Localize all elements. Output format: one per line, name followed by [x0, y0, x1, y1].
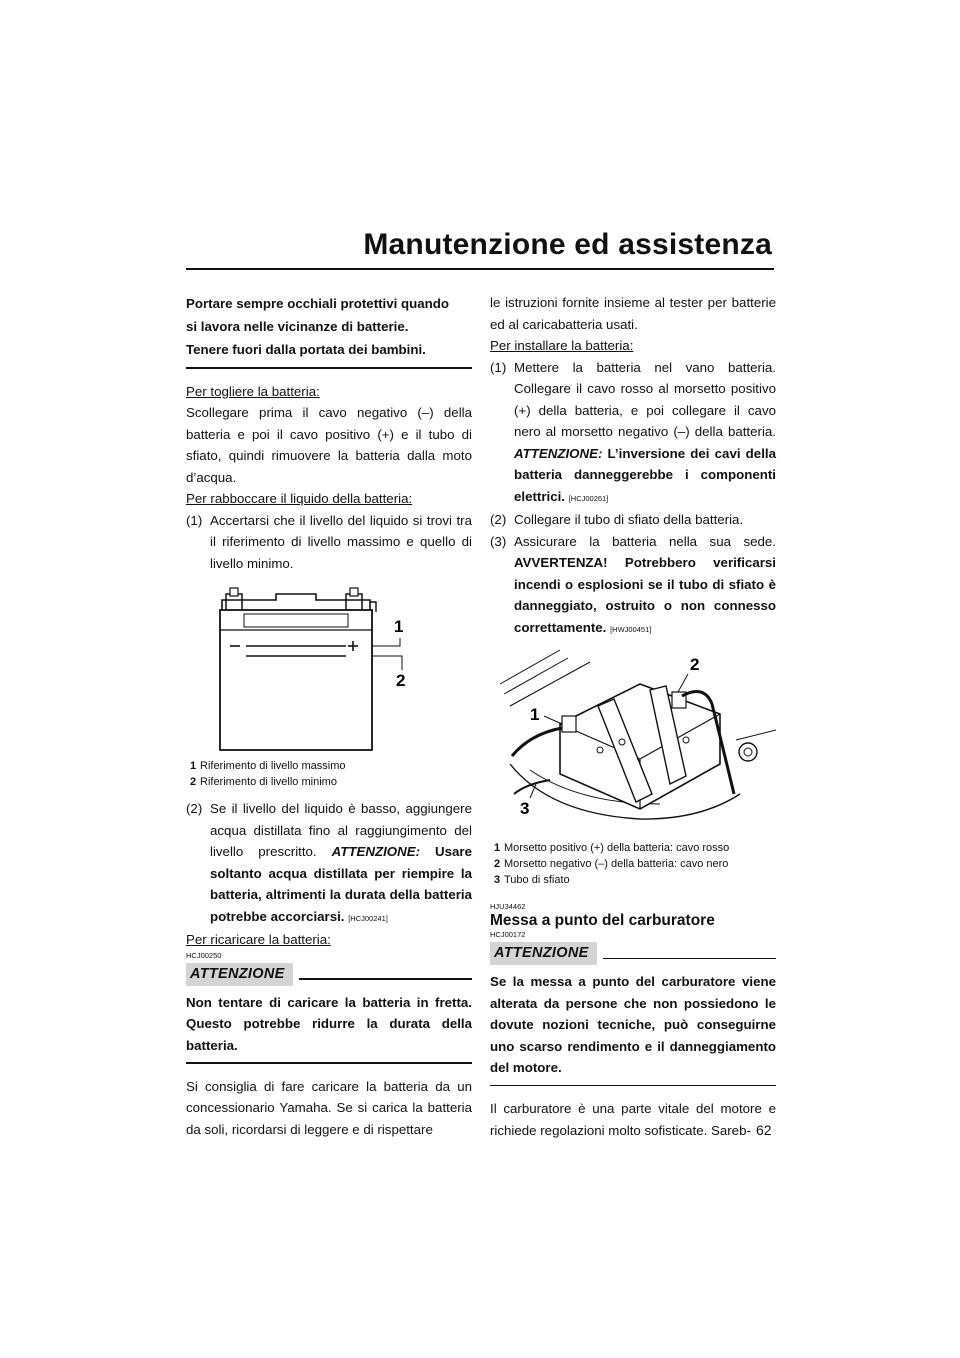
caution-end-rule [186, 1062, 472, 1064]
battery-compartment-illustration [490, 644, 776, 840]
warning-rule [186, 367, 472, 369]
page-header-title: Manutenzione ed assistenza [363, 228, 772, 261]
step-text: Assicurare la batteria nella sua sede. AVVERTENZA! Potrebbero verificarsi incendi o esplosioni se il tubo di sfiato è danneggiato, ostruito o non connesso correttamente. [HWJ00451] [514, 533, 776, 635]
refill-step-2 [186, 798, 472, 929]
step-text: Accertarsi che il livello del liquido si trovi tra il riferimento di livello massimo e quello di livello minimo. [210, 512, 472, 571]
legend-item: 2 Riferimento di livello minimo [190, 776, 337, 788]
step-text: Mettere la batteria nel vano batteria. Collegare il cavo rosso al morsetto positivo (+) della batteria, e poi collegare il cavo nero al morsetto negativo (–) della batteria. ATTENZIONE: L’inversione dei cavi della batteria danneggerebbe i componenti elettrici. [HCJ00261] [514, 359, 776, 504]
step-number: (1) [490, 359, 507, 375]
install-step-2 [490, 509, 776, 531]
refill-heading: Per rabboccare il liquido della batteria: [186, 491, 413, 506]
page-number: 62 [756, 1122, 772, 1138]
ref-code: [HWJ00451] [610, 624, 652, 634]
caution-code: HCJ00172 [490, 930, 526, 939]
section-code: HJU34462 [490, 902, 526, 911]
warning-text: AVVERTENZA! Potrebbero verificarsi incendi o esplosioni se il tubo di sfiato è danneggiato, ostruito o non connesso correttamente. [514, 555, 776, 635]
warning-line-3: Tenere fuori dalla portata dei bambini. [186, 342, 426, 357]
install-heading: Per installare la batteria: [490, 338, 634, 353]
header-rule [186, 268, 774, 270]
recharge-text: Si consiglia di fare caricare la batteria da un concessionario Yamaha. Se si carica la batteria da soli, ricordarsi di leggere e di rispettare [186, 1078, 472, 1137]
remove-text: Scollegare prima il cavo negativo (–) della batteria e poi il cavo positivo (+) e il tubo di sfiato, quindi rimuovere la batteria dalla moto d’acqua. [186, 405, 472, 485]
section-title: Messa a punto del carburatore [490, 912, 715, 929]
caution-header [186, 963, 472, 986]
callout-3: 3 [520, 799, 530, 818]
left-column [186, 292, 472, 1140]
recharge-heading: Per ricaricare la batteria: [186, 932, 331, 947]
battery-level-figure [186, 580, 472, 758]
step-number: (2) [186, 801, 203, 816]
remove-heading: Per togliere la batteria: [186, 383, 320, 399]
caution-badge: ATTENZIONE [186, 963, 293, 986]
attention-label: ATTENZIONE: [331, 844, 421, 859]
callout-2: 2 [690, 655, 700, 674]
callout-2: 2 [396, 671, 406, 690]
battery-installation-figure [490, 644, 776, 840]
caution-rule [603, 958, 776, 960]
callout-1: 1 [530, 705, 540, 724]
ref-code: [HCJ00241] [348, 913, 388, 923]
legend-item: 1 Morsetto positivo (+) della batteria: cavo rosso [494, 842, 730, 854]
caution-end-rule [490, 1085, 776, 1087]
caution-code: HCJ00250 [186, 950, 222, 960]
caution-badge: ATTENZIONE [490, 942, 597, 965]
legend-item: 3 Tubo di sfiato [494, 874, 570, 886]
right-column [490, 292, 776, 1141]
install-step-3 [490, 531, 776, 641]
caution-rule [299, 978, 472, 980]
attention-label: ATTENZIONE: [514, 445, 603, 461]
callout-1: 1 [394, 617, 404, 636]
step-number: (1) [186, 512, 203, 528]
install-step-1 [490, 357, 776, 510]
figure-legend [494, 840, 776, 888]
caution-header [490, 942, 776, 965]
battery-warning [186, 292, 472, 361]
attention-text: L’inversione dei cavi della batteria danneggerebbe i componenti elettrici. [514, 445, 776, 504]
body-text: Il carburatore è una parte vitale del motore e richiede regolazioni molto sofisticate. Sareb- [490, 1101, 776, 1138]
figure-legend [190, 758, 472, 790]
legend-item: 2 Morsetto negativo (–) della batteria: cavo nero [494, 858, 729, 870]
step-text: Collegare il tubo di sfiato della batteria. [514, 512, 744, 527]
caution-text: Non tentare di caricare la batteria in fretta. Questo potrebbe ridurre la durata della batteria. [186, 994, 472, 1053]
step-number: (3) [490, 533, 507, 549]
legend-item: 1 Riferimento di livello massimo [190, 760, 346, 772]
continue-text: le istruzioni fornite insieme al tester per batterie ed al caricabatteria usati. [490, 295, 776, 332]
step-text: Se il livello del liquido è basso, aggiungere acqua distillata fino al raggiungimento del livello prescritto. ATTENZIONE: Usare soltanto acqua distillata per riempire la batteria, altrimenti la durata della batteria potrebbe accorciarsi. [HCJ00241] [210, 801, 472, 924]
caution-text: Se la messa a punto del carburatore viene alterata da persone che non possiedono le dovute nozioni tecniche, può conseguirne uno scarso rendimento e il danneggiamento del motore. [490, 974, 776, 1075]
step-number: (2) [490, 512, 507, 527]
warning-line-1: Portare sempre occhiali protettivi quando [186, 296, 450, 311]
battery-illustration [186, 580, 472, 758]
attention-text: Usare soltanto acqua distillata per riempire la batteria, altrimenti la durata della batteria potrebbe accorciarsi. [210, 844, 472, 924]
ref-code: [HCJ00261] [568, 493, 609, 503]
warning-line-2: si lavora nelle vicinanze di batterie. [186, 319, 409, 334]
refill-step-1 [186, 510, 472, 575]
